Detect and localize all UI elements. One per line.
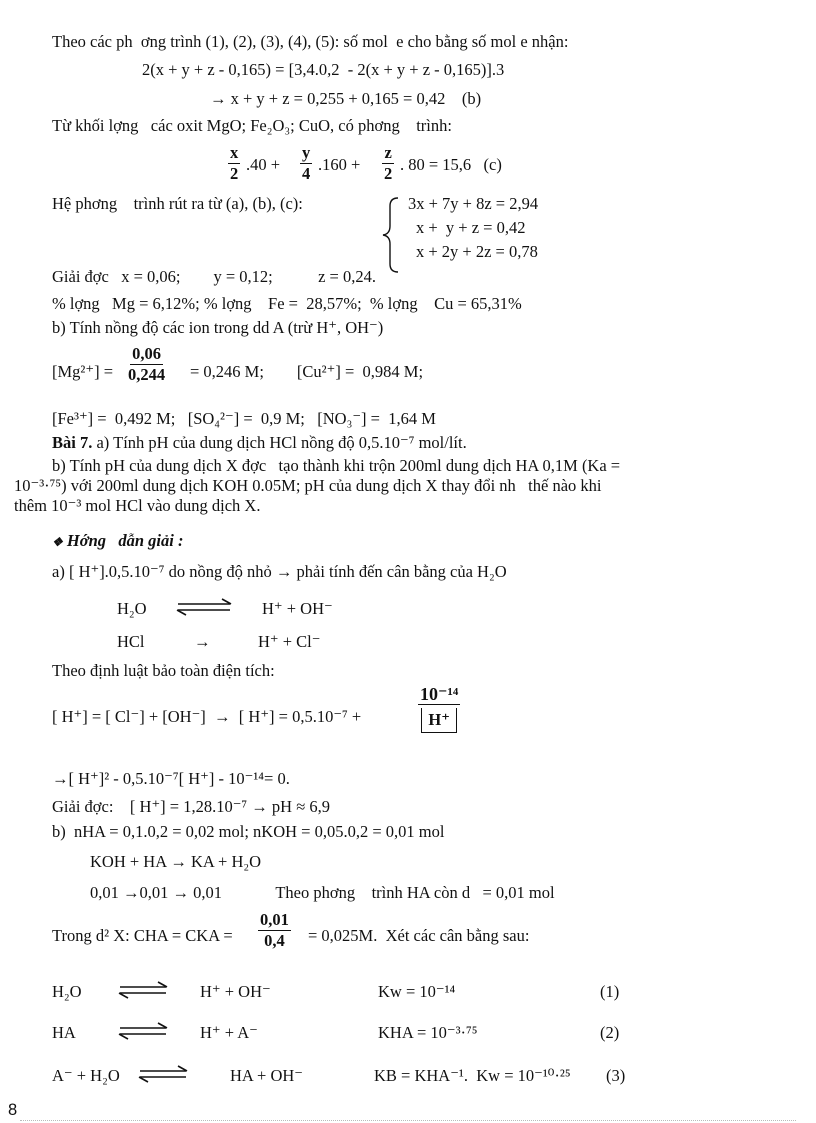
exercise-header xyxy=(52,433,467,453)
species: HA xyxy=(52,1023,76,1042)
text-line: Hệ phơng trình rút ra từ (a), (b), (c): xyxy=(52,194,303,213)
guide-heading xyxy=(52,531,183,552)
species: H⁺ + OH⁻ xyxy=(262,599,333,618)
fraction-numerator: 0,06 xyxy=(132,344,161,363)
equation-part: .160 + xyxy=(318,155,361,174)
fraction-z xyxy=(382,143,394,184)
equation-line: b) nHA = 0,1.0,2 = 0,02 mol; nKOH = 0,05.0,2 = 0,01 mol xyxy=(52,822,445,841)
species: HCl xyxy=(117,632,145,651)
text-line: [Fe³⁺] = 0,492 M; [SO₄²⁻] = 0,9 M; [NO₃⁻] = 1,64 M xyxy=(52,409,436,428)
fraction-denominator: 0,244 xyxy=(128,365,166,384)
fraction-x xyxy=(228,143,240,184)
fraction-denominator: 0,4 xyxy=(264,931,285,950)
equilibrium-arrow-icon xyxy=(118,1022,170,1040)
text-line: % lợng Mg = 6,12%; % lợng Fe = 28,57%; % lợng Cu = 65,31% xyxy=(52,294,522,313)
text-line: Từ khối lợng các oxit MgO; Fe₂O₃; CuO, có phơng trình: xyxy=(52,116,452,135)
page-number: 8 xyxy=(8,1101,18,1119)
fraction-denominator: 2 xyxy=(230,164,239,183)
bullet-icon: ❖ xyxy=(52,535,63,549)
system-equation: x + y + z = 0,42 xyxy=(416,218,526,237)
equation-line: Giải đợc: [ H⁺] = 1,28.10⁻⁷ → pH ≈ 6,9 xyxy=(52,797,331,816)
reaction-arrow-icon: → xyxy=(194,632,211,651)
equation-part: [Mg²⁺] = xyxy=(52,362,113,381)
text-line: thêm 10⁻³ mol HCl vào dung dịch X. xyxy=(14,496,261,515)
text-line: 10⁻³·⁷⁵) với 200ml dung dịch KOH 0.05M; pH của dung dịch X thay đổi nh thế nào khi xyxy=(14,476,602,495)
species: H₂O xyxy=(52,982,82,1001)
species: H⁺ + Cl⁻ xyxy=(258,632,321,651)
equation-line: →[ H⁺]² - 0,5.10⁻⁷[ H⁺] - 10⁻¹⁴= 0. xyxy=(52,769,290,788)
equation-part: = 0,246 M; [Cu²⁺] = 0,984 M; xyxy=(190,362,424,381)
text-line: b) Tính nồng độ các ion trong dd A (trừ H⁺, OH⁻) xyxy=(52,318,384,337)
species: H⁺ + OH⁻ xyxy=(200,982,271,1001)
equation-line: 2(x + y + z - 0,165) = [3,4.0,2 - 2(x + y + z - 0,165)].3 xyxy=(142,60,505,79)
text-line: b) Tính pH của dung dịch X đợc tạo thành khi trộn 200ml dung dịch HA 0,1M (Ka = xyxy=(52,456,621,475)
fraction-numerator: x xyxy=(230,143,239,162)
constant: Kw = 10⁻¹⁴ xyxy=(378,982,456,1001)
brace-icon xyxy=(380,196,402,274)
fraction-mg xyxy=(126,344,167,385)
species: H⁺ + A⁻ xyxy=(200,1023,258,1042)
equation-part: Trong d² X: CHA = CKA = xyxy=(52,926,233,945)
equation-line: 0,01 →0,01 → 0,01 Theo phơng trình HA còn d = 0,01 mol xyxy=(90,883,555,902)
constant: KHA = 10⁻³·⁷⁵ xyxy=(378,1023,478,1042)
text-line: a) [ H⁺].0,5.10⁻⁷ do nồng độ nhỏ → phải tính đến cân bằng của H₂O xyxy=(52,562,507,581)
equation-number: (3) xyxy=(606,1066,626,1085)
equation-line: KOH + HA → KA + H₂O xyxy=(90,852,262,871)
equation-number: (1) xyxy=(600,982,620,1001)
fraction-kw xyxy=(418,684,460,733)
guide-title: Hớng dẫn giải : xyxy=(62,531,184,550)
fraction-denominator: 4 xyxy=(302,164,311,183)
equilibrium-arrow-icon xyxy=(118,981,170,999)
species: HA + OH⁻ xyxy=(230,1066,304,1085)
equation-part: [ H⁺] = [ Cl⁻] + [OH⁻] → [ H⁺] = 0,5.10⁻⁷ + xyxy=(52,707,362,726)
system-equation: 3x + 7y + 8z = 2,94 xyxy=(408,194,539,213)
equilibrium-arrow-icon xyxy=(138,1065,190,1083)
equation-part: . 80 = 15,6 (c) xyxy=(400,155,502,174)
species: A⁻ + H₂O xyxy=(52,1066,120,1085)
equation-number: (2) xyxy=(600,1023,620,1042)
species: H₂O xyxy=(117,599,147,618)
constant: KB = KHA⁻¹. Kw = 10⁻¹⁰·²⁵ xyxy=(374,1066,571,1085)
equation-part: = 0,025M. Xét các cân bằng sau: xyxy=(308,926,530,945)
fraction-y xyxy=(300,143,312,184)
exercise-label: Bài 7. xyxy=(52,433,93,452)
system-equation: x + 2y + 2z = 0,78 xyxy=(416,242,538,261)
page-divider xyxy=(20,1120,796,1121)
equation-line: → x + y + z = 0,255 + 0,165 = 0,42 (b) xyxy=(210,89,482,108)
fraction-numerator: 0,01 xyxy=(260,910,289,929)
text-line: Theo các ph ơng trình (1), (2), (3), (4), (5): số mol e cho bằng số mol e nhận: xyxy=(52,32,569,51)
equilibrium-arrow-icon xyxy=(176,598,234,616)
text-line: Giải đợc x = 0,06; y = 0,12; z = 0,24. xyxy=(52,267,376,286)
fraction-numerator: y xyxy=(302,143,311,162)
fraction-denominator: 2 xyxy=(384,164,393,183)
exercise-part-a: a) Tính pH của dung dịch HCl nồng độ 0,5.10⁻⁷ mol/lít. xyxy=(92,433,467,452)
fraction-c xyxy=(258,910,291,951)
fraction-denominator: H⁺ xyxy=(421,708,457,733)
fraction-numerator: z xyxy=(384,143,392,162)
text-line: Theo định luật bảo toàn điện tích: xyxy=(52,661,275,680)
equation-part: .40 + xyxy=(246,155,281,174)
fraction-numerator: 10⁻¹⁴ xyxy=(420,684,459,704)
